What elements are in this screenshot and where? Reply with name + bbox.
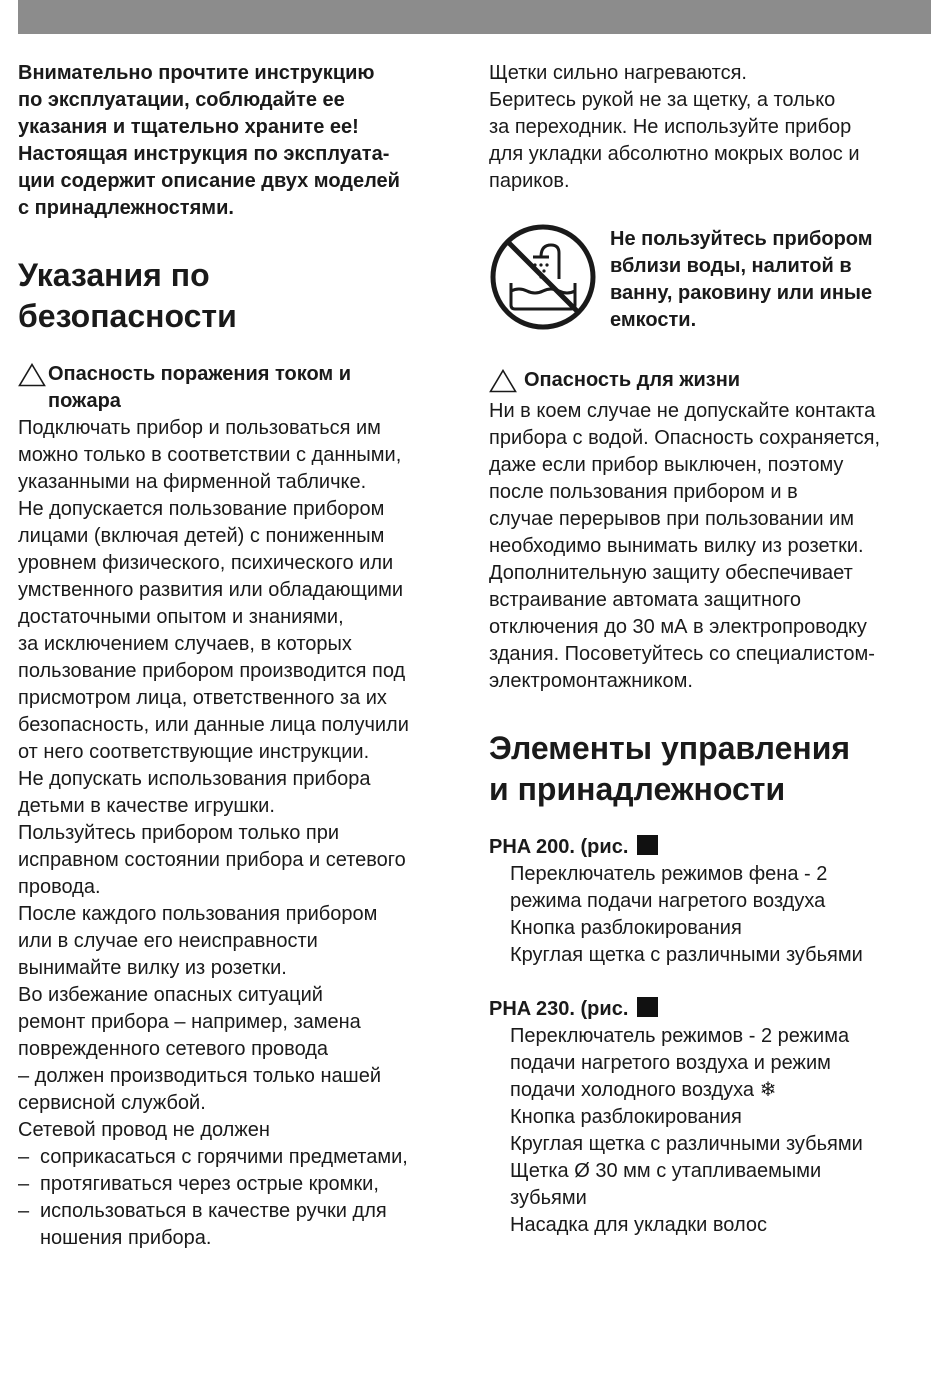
- pha230-section: [489, 996, 939, 1239]
- text-line: Во избежание опасных ситуаций: [18, 984, 323, 1006]
- text-line: присмотром лица, ответственного за их: [18, 687, 387, 709]
- text-line: умственного развития или обладающими: [18, 579, 404, 601]
- warning-line: Не пользуйтесь прибором: [610, 228, 873, 250]
- text-line: уровнем физического, психического или: [18, 552, 394, 574]
- text-line: отключения до 30 мА в электропроводку: [489, 616, 867, 638]
- left-column: [18, 60, 468, 1252]
- text-line: Не допускается пользование прибором: [18, 498, 385, 520]
- list-item-text: протягиваться через острые кромки,: [40, 1173, 379, 1195]
- text-line: Дополнительную защиту обеспечивает: [489, 562, 853, 584]
- text-line: Подключать прибор и пользоваться им: [18, 417, 381, 439]
- list-dash: –: [18, 1200, 30, 1222]
- text-line: Ни в коем случае не допускайте контакта: [489, 400, 876, 422]
- right-column: [489, 60, 939, 1239]
- text-line: Пользуйтесь прибором только при: [18, 822, 340, 844]
- intro-line: по эксплуатации, соблюдайте ее: [18, 89, 345, 111]
- text-line: детьми в качестве игрушки.: [18, 795, 275, 817]
- component-line: Переключатель режимов фена - 2: [510, 863, 828, 885]
- intro-line: Настоящая инструкция по эксплуата-: [18, 143, 390, 165]
- text-line: можно только в соответствии с данными,: [18, 444, 402, 466]
- list-item-text: ношения прибора.: [40, 1227, 212, 1249]
- model-title-text: PHA 200. (рис.: [489, 836, 629, 858]
- brush-text: [489, 60, 939, 195]
- warning-line: ванну, раковину или иные: [610, 282, 873, 304]
- component-line: Круглая щетка с различными зубьями: [510, 944, 863, 966]
- pha200-section: [489, 834, 939, 969]
- warning-triangle-icon: [489, 367, 524, 398]
- controls-heading: [489, 728, 939, 810]
- text-line: необходимо вынимать вилку из розетки.: [489, 535, 864, 557]
- warning-title: Опасность для жизни: [524, 369, 741, 391]
- heading-line: безопасности: [18, 298, 237, 334]
- text-line: для укладки абсолютно мокрых волос и: [489, 143, 860, 165]
- component-line: Круглая щетка с различными зубьями: [510, 1133, 863, 1155]
- life-warning-heading: [489, 367, 939, 398]
- snowflake-icon: ❄: [759, 1079, 777, 1101]
- text-line: случае перерывов при пользовании им: [489, 508, 855, 530]
- text-line: исправном состоянии прибора и сетевого: [18, 849, 406, 871]
- component-line: Насадка для укладки волос: [510, 1214, 767, 1236]
- component-line: режима подачи нагретого воздуха: [510, 890, 826, 912]
- text-line: лицами (включая детей) с пониженным: [18, 525, 385, 547]
- text-line: – должен производиться только нашей: [18, 1065, 381, 1087]
- warning-triangle-icon: [18, 361, 48, 392]
- component-line: зубьями: [510, 1187, 587, 1209]
- component-line: [510, 1077, 939, 1104]
- figure-marker: [637, 997, 658, 1017]
- text-line: Сетевой провод не должен: [18, 1119, 270, 1141]
- component-line: Кнопка разблокирования: [510, 917, 742, 939]
- warning-line: вблизи воды, налитой в: [610, 255, 852, 277]
- figure-marker: [637, 835, 658, 855]
- intro-line: ции содержит описание двух моделей: [18, 170, 400, 192]
- life-text: [489, 398, 939, 695]
- text-line: за исключением случаев, в которых: [18, 633, 352, 655]
- text-line: безопасность, или данные лица получили: [18, 714, 409, 736]
- list-item-text: использоваться в качестве ручки для: [40, 1200, 387, 1222]
- header-bar: [18, 0, 931, 34]
- text-line: или в случае его неисправности: [18, 930, 318, 952]
- list-dash: –: [18, 1173, 30, 1195]
- list-dash: –: [18, 1146, 30, 1168]
- text-line: электромонтажником.: [489, 670, 693, 692]
- water-warning-text: [610, 223, 873, 334]
- text-line: за переходник. Не используйте прибор: [489, 116, 852, 138]
- safety-heading: [18, 255, 468, 337]
- text-line: Беритесь рукой не за щетку, а только: [489, 89, 836, 111]
- component-line: Переключатель режимов - 2 режима: [510, 1025, 850, 1047]
- text-line: париков.: [489, 170, 570, 192]
- text-line: ремонт прибора – например, замена: [18, 1011, 361, 1033]
- heading-line: Указания по: [18, 257, 210, 293]
- model-title: [489, 996, 939, 1023]
- text-line: Щетки сильно нагреваются.: [489, 62, 747, 84]
- intro-text: [18, 60, 468, 222]
- text-line: Не допускать использования прибора: [18, 768, 371, 790]
- intro-line: Внимательно прочтите инструкцию: [18, 62, 375, 84]
- no-water-icon: [489, 223, 610, 336]
- text-line: пользование прибором производится под: [18, 660, 406, 682]
- water-warning: [489, 223, 939, 336]
- text-line: провода.: [18, 876, 101, 898]
- model-title: [489, 834, 939, 861]
- text-line: поврежденного сетевого провода: [18, 1038, 329, 1060]
- warning-title-line: Опасность поражения током и: [48, 363, 352, 385]
- intro-line: указания и тщательно храните ее!: [18, 116, 359, 138]
- list-item: [18, 1198, 468, 1252]
- shock-warning-heading: [18, 361, 468, 415]
- text-line: вынимайте вилку из розетки.: [18, 957, 287, 979]
- warning-line: емкости.: [610, 309, 697, 331]
- warning-title-line: пожара: [48, 390, 121, 412]
- list-item: [18, 1171, 468, 1198]
- heading-line: Элементы управления: [489, 730, 851, 766]
- heading-line: и принадлежности: [489, 771, 786, 807]
- model-title-text: PHA 230. (рис.: [489, 998, 629, 1020]
- component-text: подачи холодного воздуха: [510, 1079, 755, 1101]
- text-line: сервисной службой.: [18, 1092, 206, 1114]
- component-line: Щетка Ø 30 мм с утапливаемыми: [510, 1160, 822, 1182]
- text-line: прибора с водой. Опасность сохраняется,: [489, 427, 881, 449]
- list-item: [18, 1144, 468, 1171]
- text-line: после пользования прибором и в: [489, 481, 798, 503]
- text-line: даже если прибор выключен, поэтому: [489, 454, 844, 476]
- component-line: подачи нагретого воздуха и режим: [510, 1052, 831, 1074]
- text-line: указанными на фирменной табличке.: [18, 471, 367, 493]
- text-line: здания. Посоветуйтесь со специалистом-: [489, 643, 875, 665]
- intro-line: с принадлежностями.: [18, 197, 234, 219]
- shock-text: [18, 415, 468, 1144]
- cord-list: [18, 1144, 468, 1252]
- text-line: После каждого пользования прибором: [18, 903, 378, 925]
- text-line: от него соответствующие инструкции.: [18, 741, 370, 763]
- component-line: Кнопка разблокирования: [510, 1106, 742, 1128]
- text-line: встраивание автомата защитного: [489, 589, 802, 611]
- list-item-text: соприкасаться с горячими предметами,: [40, 1146, 408, 1168]
- text-line: достаточными опытом и знаниями,: [18, 606, 344, 628]
